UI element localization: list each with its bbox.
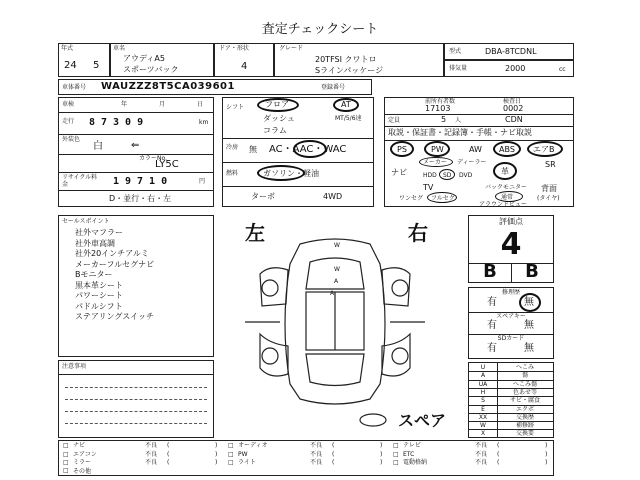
check-paren-open: ( xyxy=(497,459,500,466)
recycle-value: 19710 xyxy=(113,176,174,187)
check-label: エアコン xyxy=(73,450,97,458)
car-name-box xyxy=(110,43,214,77)
checks-box xyxy=(58,440,554,476)
grade-score: 4 xyxy=(500,227,522,262)
check-status: 不良 xyxy=(145,450,158,458)
drive-value: 4WD xyxy=(323,192,343,201)
displacement-box xyxy=(444,60,574,77)
arrow-icon: ⇐ xyxy=(131,140,140,151)
sales-point-item: 社外20インチアルミ xyxy=(75,249,149,258)
legend-code: E xyxy=(481,405,485,413)
sales-point-item: ステアリングスイッチ xyxy=(75,312,154,321)
color-value: 白 xyxy=(93,141,103,152)
check-paren-close: ) xyxy=(545,450,548,458)
legend-code: U xyxy=(480,364,486,371)
check-paren-close: ) xyxy=(380,450,383,458)
sales-point-item: パワーシート xyxy=(75,291,123,300)
pre-owner-label: 前所有者数 xyxy=(425,98,456,105)
ac-options: AC・AAC・WAC xyxy=(269,144,347,155)
model-box xyxy=(444,43,574,60)
left-info-box xyxy=(58,97,214,207)
legend-code: X xyxy=(480,430,486,438)
legend-code: W xyxy=(480,422,486,430)
check-label: PW xyxy=(238,450,248,458)
legend-desc: へこみ xyxy=(515,364,534,371)
legend-code: XX xyxy=(478,413,488,421)
legend-desc: 交換歴 xyxy=(515,413,534,421)
check-paren-open: ( xyxy=(497,450,500,458)
reg-label: 登録番号 xyxy=(321,84,346,91)
inspect-date-value: 0002 xyxy=(503,104,524,113)
spare-tire-icon xyxy=(358,412,388,428)
recycle-note: D・並行・右・左 xyxy=(109,194,172,203)
equip-airbag: エアB xyxy=(533,145,555,154)
notes-header: 注意事項 xyxy=(62,363,87,370)
fuel-label: 燃料 xyxy=(226,170,239,177)
check-box[interactable]: □ xyxy=(393,442,399,449)
turbo-label: ターボ xyxy=(251,192,275,201)
sales-point-item: 社外マフラー xyxy=(75,228,123,237)
shift-dash: ダッシュ xyxy=(263,114,295,123)
displacement-value: 2000 xyxy=(505,64,526,73)
check-paren-close: ) xyxy=(215,450,218,458)
spare-key-yes: 有 xyxy=(487,320,497,331)
equip-abs: ABS xyxy=(499,145,515,154)
grade-name-box xyxy=(274,43,444,77)
color-no-label: カラーNo. xyxy=(139,155,167,162)
check-status: 不良 xyxy=(475,442,488,449)
sd-card-yes: 有 xyxy=(487,343,497,354)
year-box xyxy=(58,43,110,77)
color-label: 外装色 xyxy=(62,136,81,143)
check-label: 電動格納 xyxy=(403,459,428,466)
check-status: 不良 xyxy=(145,459,158,466)
legend-table xyxy=(468,362,554,438)
check-status: 不良 xyxy=(310,459,323,466)
check-paren-open: ( xyxy=(332,450,335,458)
diagram-right-label: 右 xyxy=(408,221,428,245)
check-label: ETC xyxy=(403,450,415,458)
equip-box xyxy=(384,97,574,207)
sheet-title: 査定チェックシート xyxy=(261,22,379,37)
around-value: アラウンドビュー xyxy=(479,201,528,208)
check-box[interactable]: □ xyxy=(63,442,69,449)
color-no-value: LY5C xyxy=(155,159,179,170)
mileage-value: 87309 xyxy=(89,117,150,128)
check-label: テレビ xyxy=(403,442,421,449)
other-label: その他 xyxy=(73,468,92,475)
navi-label: ナビ xyxy=(391,168,407,177)
fuel-options: ガソリン・軽油 xyxy=(263,169,319,178)
check-paren-close: ) xyxy=(215,442,218,449)
sr-value: SR xyxy=(545,160,556,169)
legend-desc: へこみ傷 xyxy=(512,380,537,388)
displacement-label: 排気量 xyxy=(449,65,468,72)
diagram-mark-a2: A xyxy=(330,290,335,297)
legend-desc: 交換要 xyxy=(515,430,534,438)
grade-exterior: B xyxy=(525,261,539,282)
mileage-label: 走行 xyxy=(62,118,75,125)
tv-value: TV xyxy=(423,183,434,192)
leather-value: 革 xyxy=(501,167,509,176)
ac-label: 冷房 xyxy=(226,144,239,151)
check-paren-open: ( xyxy=(497,442,500,449)
check-box[interactable]: □ xyxy=(63,450,69,458)
check-paren-open: ( xyxy=(167,450,170,458)
equip-pw: PW xyxy=(431,145,444,154)
recycle-unit: 円 xyxy=(199,178,206,185)
check-paren-open: ( xyxy=(332,459,335,466)
check-label: オーディオ xyxy=(238,442,268,449)
navi-maker: メーカー xyxy=(423,159,447,166)
legend-desc: サビ・腐食 xyxy=(509,397,540,405)
check-status: 不良 xyxy=(475,450,488,458)
navi-dealer: ディーラー xyxy=(457,159,487,166)
oneseg-value: ワンセグ xyxy=(399,195,424,202)
spare-label: スペア xyxy=(398,411,447,430)
check-box[interactable]: □ xyxy=(228,450,234,458)
diagram-mark-w1: W xyxy=(334,242,340,249)
diagram-left-label: 左 xyxy=(245,221,265,245)
spare-key-no: 無 xyxy=(524,320,534,331)
inspection-year: 年 xyxy=(121,101,128,108)
month-value: 5 xyxy=(93,60,100,71)
legend-desc: 色あせ等 xyxy=(512,388,537,396)
grade-interior: B xyxy=(483,261,497,282)
check-paren-close: ) xyxy=(545,442,548,449)
repair-label: 修理歴 xyxy=(501,289,520,296)
other-checkbox: □ xyxy=(63,467,69,474)
sales-point-item: メーカーフルセグナビ xyxy=(75,259,155,269)
mileage-unit: km xyxy=(199,119,209,126)
legend-code: H xyxy=(480,388,486,396)
shift-at: AT xyxy=(341,100,351,109)
check-paren-open: ( xyxy=(167,442,170,449)
check-status: 不良 xyxy=(145,442,158,449)
doors-label: ドア・形状 xyxy=(219,45,249,52)
car-name-label: 車名 xyxy=(113,45,126,52)
vin-label: 車体番号 xyxy=(62,84,87,91)
check-paren-open: ( xyxy=(167,459,170,466)
model-value: DBA-8TCDNL xyxy=(485,47,537,56)
legend-desc: 傷 xyxy=(521,372,528,380)
equip-ps: PS xyxy=(397,145,407,154)
legend-desc: 補修跡 xyxy=(515,422,534,430)
tire-value: (タイヤ) xyxy=(537,195,560,202)
sales-points-header: セールスポイント xyxy=(62,218,110,225)
shift-floor: フロア xyxy=(265,100,289,109)
repair-yes: 有 xyxy=(487,297,497,308)
year-label: 年式 xyxy=(61,45,74,52)
check-status: 不良 xyxy=(310,442,323,449)
car-name-line1: アウディA5 xyxy=(123,54,165,63)
notes-box xyxy=(58,360,214,438)
grade-line2: Sラインパッケージ xyxy=(315,66,384,75)
legend-desc: エクボ xyxy=(515,405,534,413)
sales-point-item: 黒本革シート xyxy=(75,280,123,290)
vin-box xyxy=(58,79,372,95)
model-label: 型式 xyxy=(449,48,462,55)
grade-label: グレード xyxy=(279,45,304,52)
check-box[interactable]: □ xyxy=(228,442,234,449)
doors-value: 4 xyxy=(241,61,248,72)
car-name-line2: スポーツバック xyxy=(123,65,179,74)
check-label: ミラー xyxy=(73,459,92,466)
check-status: 不良 xyxy=(310,450,323,458)
shift-mt: MT/5/6速 xyxy=(335,115,362,122)
navi-dvd: DVD xyxy=(459,172,473,179)
sales-points-box xyxy=(58,215,214,357)
check-label: ナビ xyxy=(73,442,86,449)
check-paren-close: ) xyxy=(380,442,383,449)
check-box[interactable]: □ xyxy=(393,450,399,458)
seats-unit: 人 xyxy=(455,117,462,124)
inspect-date-label: 検査日 xyxy=(503,98,522,105)
shift-label: シフト xyxy=(226,104,245,111)
doors-box xyxy=(214,43,274,77)
docs-value: 取説・保証書・記録簿・手帳・ナビ取説 xyxy=(388,128,532,137)
check-paren-close: ) xyxy=(545,459,548,466)
check-paren-close: ) xyxy=(215,459,218,466)
sd-card-no: 無 xyxy=(524,343,534,354)
history-box xyxy=(468,287,554,359)
year-value: 24 xyxy=(64,60,77,71)
sales-point-item: Bモニター xyxy=(75,270,113,279)
spare-key-label: スペアキー xyxy=(496,313,526,320)
sales-point-item: 社外車高調 xyxy=(75,238,115,248)
check-label: ライト xyxy=(238,459,256,466)
legend-code: UA xyxy=(478,380,488,388)
legend-code: A xyxy=(480,372,486,380)
grade-box xyxy=(468,215,554,283)
repair-no: 無 xyxy=(524,297,534,308)
check-paren-open: ( xyxy=(332,442,335,449)
car-diagram xyxy=(240,234,430,409)
legend-code: S xyxy=(481,397,485,405)
fullseg-value: フルセグ xyxy=(431,195,455,202)
seats-value: 5 xyxy=(441,115,447,124)
recycle-label: リサイクル料金 xyxy=(62,174,98,188)
inspection-day: 日 xyxy=(197,101,204,108)
ac-none: 無 xyxy=(249,145,257,154)
pre-owner-value: 17103 xyxy=(425,104,451,113)
rear-value: 背面 xyxy=(541,184,557,193)
check-box[interactable]: □ xyxy=(228,459,234,466)
shift-column: コラム xyxy=(263,126,287,135)
cdn-value: CDN xyxy=(505,115,523,124)
seats-label: 定員 xyxy=(388,117,401,124)
vin-value: WAUZZZ8T5CA039601 xyxy=(101,81,235,92)
check-box[interactable]: □ xyxy=(63,459,69,466)
equip-aw: AW xyxy=(469,145,482,154)
check-box[interactable]: □ xyxy=(393,459,399,466)
diagram-mark-a1: A xyxy=(334,278,339,285)
normal-value: 通常 xyxy=(501,194,514,201)
navi-sd: SD xyxy=(443,172,452,179)
sd-card-label: SDカード xyxy=(497,335,525,342)
inspection-label: 車検 xyxy=(62,101,75,108)
check-paren-close: ) xyxy=(380,459,383,466)
spec-box xyxy=(222,97,374,207)
grade-line1: 20TFSI クワトロ xyxy=(315,55,377,64)
check-status: 不良 xyxy=(475,459,488,466)
displacement-unit: cc xyxy=(559,66,566,73)
backmonitor-value: バックモニター xyxy=(485,184,528,191)
diagram-mark-w2: W xyxy=(334,266,340,273)
sales-point-item: パドルシフト xyxy=(75,301,123,311)
navi-hdd: HDD xyxy=(423,172,437,179)
inspection-month: 月 xyxy=(159,101,166,108)
grade-label-text: 評価点 xyxy=(499,217,523,226)
